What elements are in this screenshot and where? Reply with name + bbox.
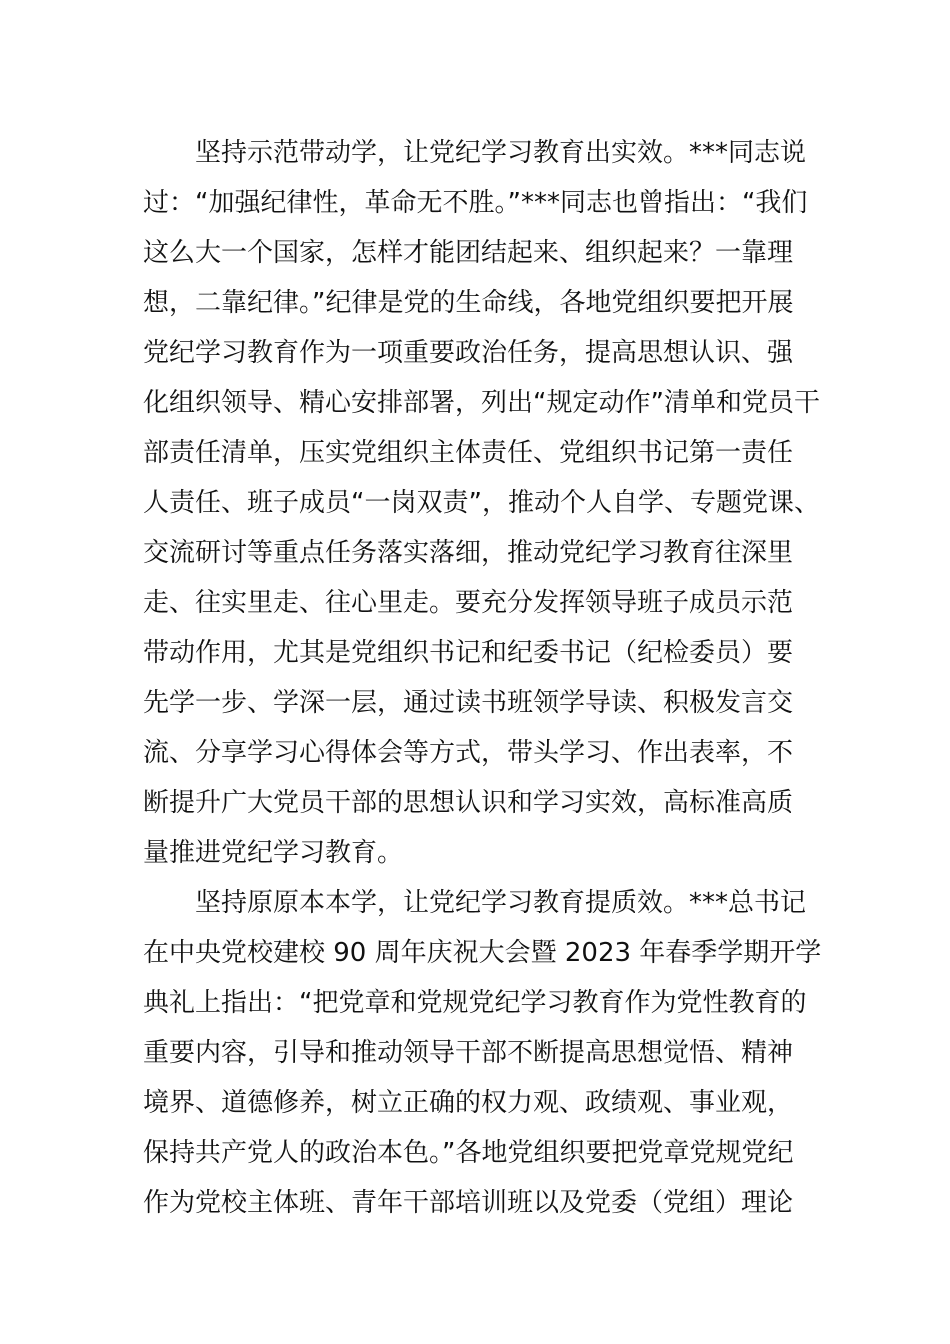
paragraph-1 — [143, 128, 820, 878]
paragraph-line: 坚持原原本本学，让党纪学习教育提质效。***总书记 — [195, 888, 807, 918]
paragraph-line: 人责任、班子成员“一岗双责”，推动个人自学、专题党课、 — [143, 488, 820, 518]
paragraph-line: 重要内容，引导和推动领导干部不断提高思想觉悟、精神 — [143, 1038, 794, 1068]
paragraph-line: 走、往实里走、往心里走。要充分发挥领导班子成员示范 — [143, 588, 794, 618]
paragraph-line: 坚持示范带动学，让党纪学习教育出实效。***同志说 — [195, 138, 807, 168]
paragraph-line: 断提升广大党员干部的思想认识和学习实效，高标准高质 — [143, 788, 794, 818]
paragraph-line: 想，二靠纪律。”纪律是党的生命线，各地党组织要把开展 — [143, 288, 794, 318]
paragraph-line: 流、分享学习心得体会等方式，带头学习、作出表率，不 — [143, 738, 794, 768]
paragraph-line: 化组织领导、精心安排部署，列出“规定动作”清单和党员干 — [143, 388, 820, 418]
paragraph-2 — [143, 878, 822, 1228]
paragraph-line: 先学一步、学深一层，通过读书班领学导读、积极发言交 — [143, 688, 794, 718]
paragraph-line: 作为党校主体班、青年干部培训班以及党委（党组）理论 — [143, 1188, 794, 1218]
paragraph-line: 在中央党校建校 90 周年庆祝大会暨 2023 年春季学期开学 — [143, 938, 822, 968]
paragraph-line: 量推进党纪学习教育。 — [143, 838, 404, 868]
paragraph-line: 保持共产党人的政治本色。”各地党组织要把党章党规党纪 — [143, 1138, 794, 1168]
paragraph-line: 典礼上指出：“把党章和党规党纪学习教育作为党性教育的 — [143, 988, 807, 1018]
paragraph-line: 带动作用，尤其是党组织书记和纪委书记（纪检委员）要 — [143, 638, 794, 668]
document-body — [143, 128, 822, 1228]
paragraph-line: 境界、道德修养，树立正确的权力观、政绩观、事业观， — [143, 1088, 794, 1118]
paragraph-line: 交流研讨等重点任务落实落细，推动党纪学习教育往深里 — [143, 538, 794, 568]
paragraph-line: 这么大一个国家，怎样才能团结起来、组织起来？一靠理 — [143, 238, 794, 268]
paragraph-line: 部责任清单，压实党组织主体责任、党组织书记第一责任 — [143, 438, 794, 468]
paragraph-line: 过：“加强纪律性，革命无不胜。”***同志也曾指出：“我们 — [143, 188, 808, 218]
paragraph-line: 党纪学习教育作为一项重要政治任务，提高思想认识、强 — [143, 338, 794, 368]
